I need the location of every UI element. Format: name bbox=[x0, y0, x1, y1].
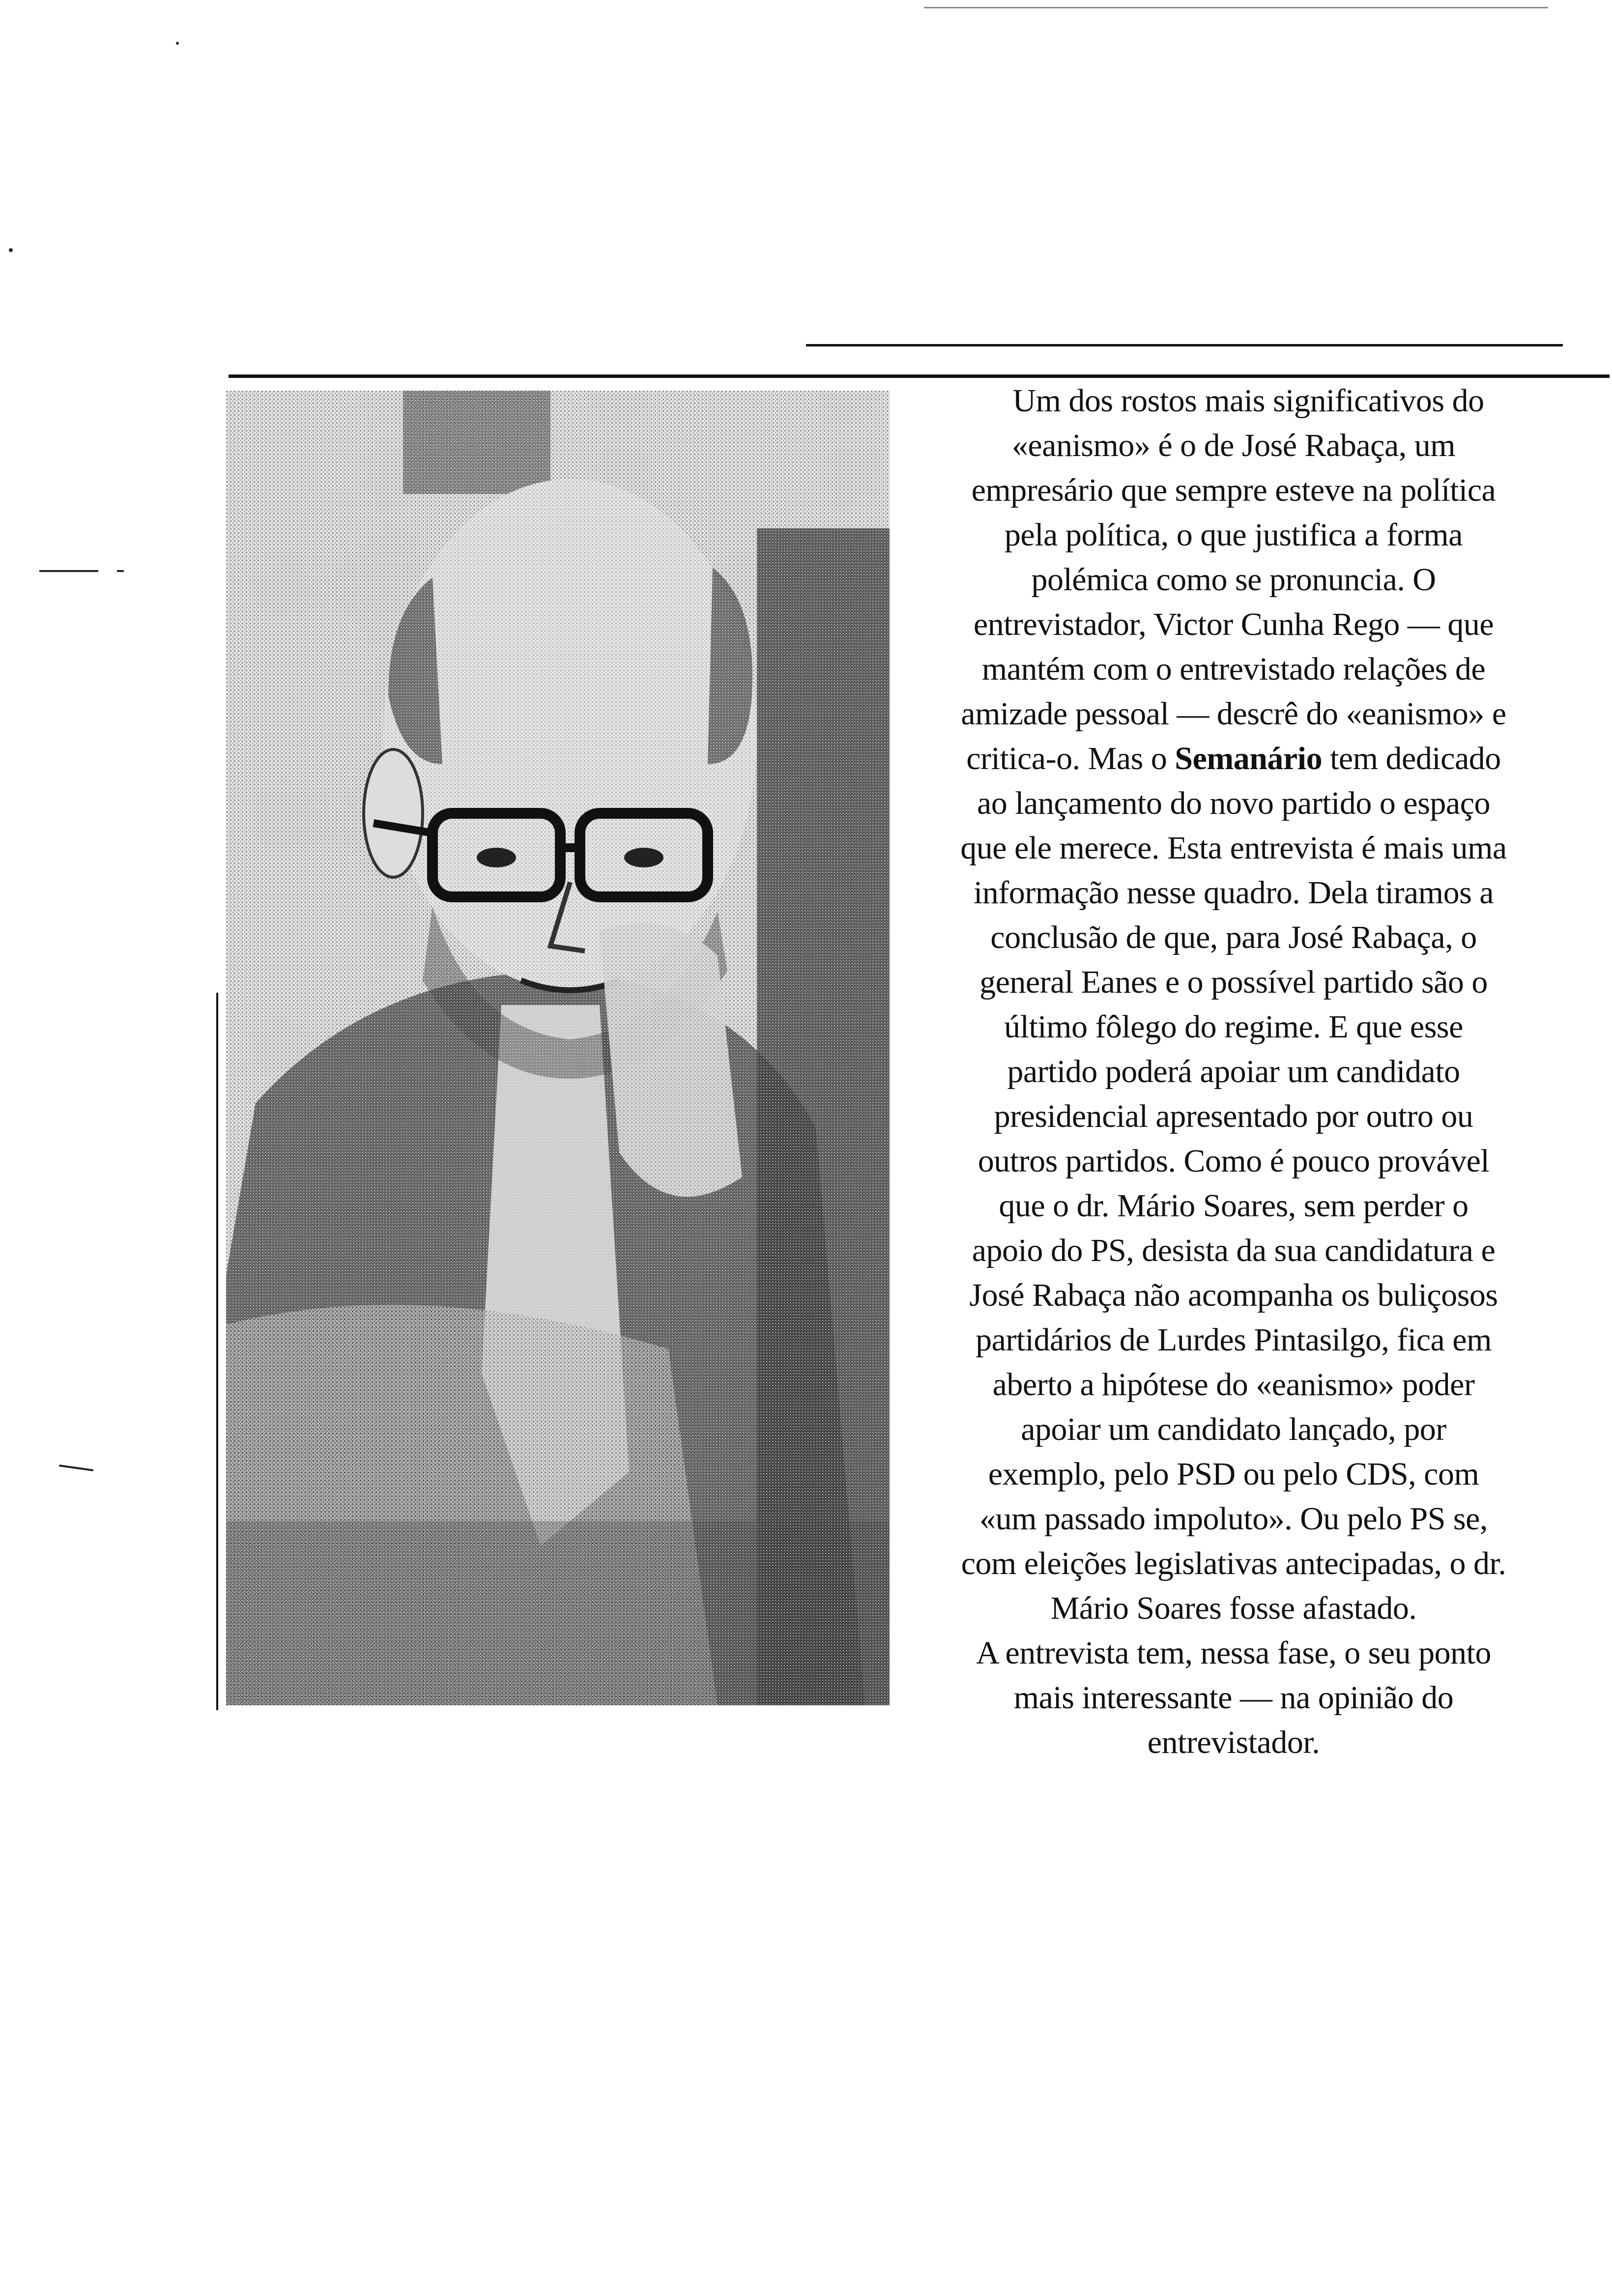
caption-line: «um passado impoluto». Ou pelo PS se, bbox=[979, 1501, 1488, 1537]
column-rule-short bbox=[806, 344, 1563, 346]
caption-line: A entrevista tem, nessa fase, o seu ponto bbox=[976, 1635, 1492, 1671]
caption-line: outros partidos. Como é pouco provável bbox=[978, 1143, 1490, 1179]
caption-line: com eleições legislativas antecipadas, o dr. bbox=[961, 1546, 1506, 1581]
caption-line: último fôlego do regime. E que esse bbox=[1004, 1009, 1463, 1045]
caption-line: informação nesse quadro. Dela tiramos a bbox=[973, 875, 1494, 911]
scan-mark bbox=[59, 1464, 93, 1471]
newspaper-name: Semanário bbox=[1175, 741, 1323, 776]
top-rule bbox=[924, 7, 1548, 8]
caption-line: que o dr. Mário Soares, sem perder o bbox=[999, 1188, 1468, 1224]
photo-edge-line bbox=[216, 993, 218, 1710]
caption-line: general Eanes e o possível partido são o bbox=[979, 964, 1488, 1000]
scan-speck bbox=[9, 248, 13, 252]
caption-line: entrevistador, Victor Cunha Rego — que bbox=[973, 606, 1494, 642]
caption-line: que ele merece. Esta entrevista é mais uma bbox=[960, 830, 1507, 866]
caption-line: exemplo, pelo PSD ou pelo CDS, com bbox=[988, 1456, 1479, 1492]
caption-text: tem dedicado bbox=[1330, 741, 1501, 776]
portrait-photo bbox=[226, 391, 890, 1705]
caption-line: apoio do PS, desista da sua candidatura e bbox=[972, 1233, 1496, 1268]
scan-mark bbox=[117, 570, 124, 572]
caption-line: mantém com o entrevistado relações de bbox=[981, 651, 1486, 687]
caption-line: presidencial apresentado por outro ou bbox=[994, 1098, 1473, 1134]
caption-line-with-newspaper-name bbox=[914, 736, 1553, 781]
column-rule-long bbox=[229, 374, 1610, 378]
caption-line: entrevistador. bbox=[1147, 1724, 1320, 1760]
caption-line: amizade pessoal — descrê do «eanismo» e bbox=[961, 696, 1506, 732]
portrait-photo-man-glasses-icon bbox=[226, 391, 890, 1705]
caption-line: apoiar um candidato lançado, por bbox=[1021, 1411, 1446, 1447]
caption-line: José Rabaça não acompanha os buliçosos bbox=[969, 1277, 1498, 1313]
caption-line: ao lançamento do novo partido o espaço bbox=[977, 785, 1490, 821]
photo-caption bbox=[914, 378, 1553, 1765]
scan-mark bbox=[39, 570, 98, 572]
caption-line: aberto a hipótese do «eanismo» poder bbox=[992, 1367, 1475, 1403]
caption-line: partido poderá apoiar um candidato bbox=[1007, 1054, 1460, 1090]
caption-line: polémica como se pronuncia. O bbox=[1031, 562, 1436, 598]
caption-line: «eanismo» é o de José Rabaça, um bbox=[1011, 428, 1456, 463]
caption-line: Um dos rostos mais significativos do bbox=[1012, 383, 1484, 419]
caption-line: mais interessante — na opinião do bbox=[1013, 1680, 1454, 1716]
scan-speck bbox=[176, 42, 179, 45]
caption-line: Mário Soares fosse afastado. bbox=[1050, 1590, 1417, 1626]
caption-text: critica-o. Mas o bbox=[966, 741, 1167, 776]
caption-line: conclusão de que, para José Rabaça, o bbox=[990, 919, 1477, 955]
caption-line: empresário que sempre esteve na política bbox=[971, 472, 1496, 508]
caption-line: pela política, o que justifica a forma bbox=[1004, 517, 1463, 553]
caption-line: partidários de Lurdes Pintasilgo, fica em bbox=[976, 1322, 1492, 1358]
